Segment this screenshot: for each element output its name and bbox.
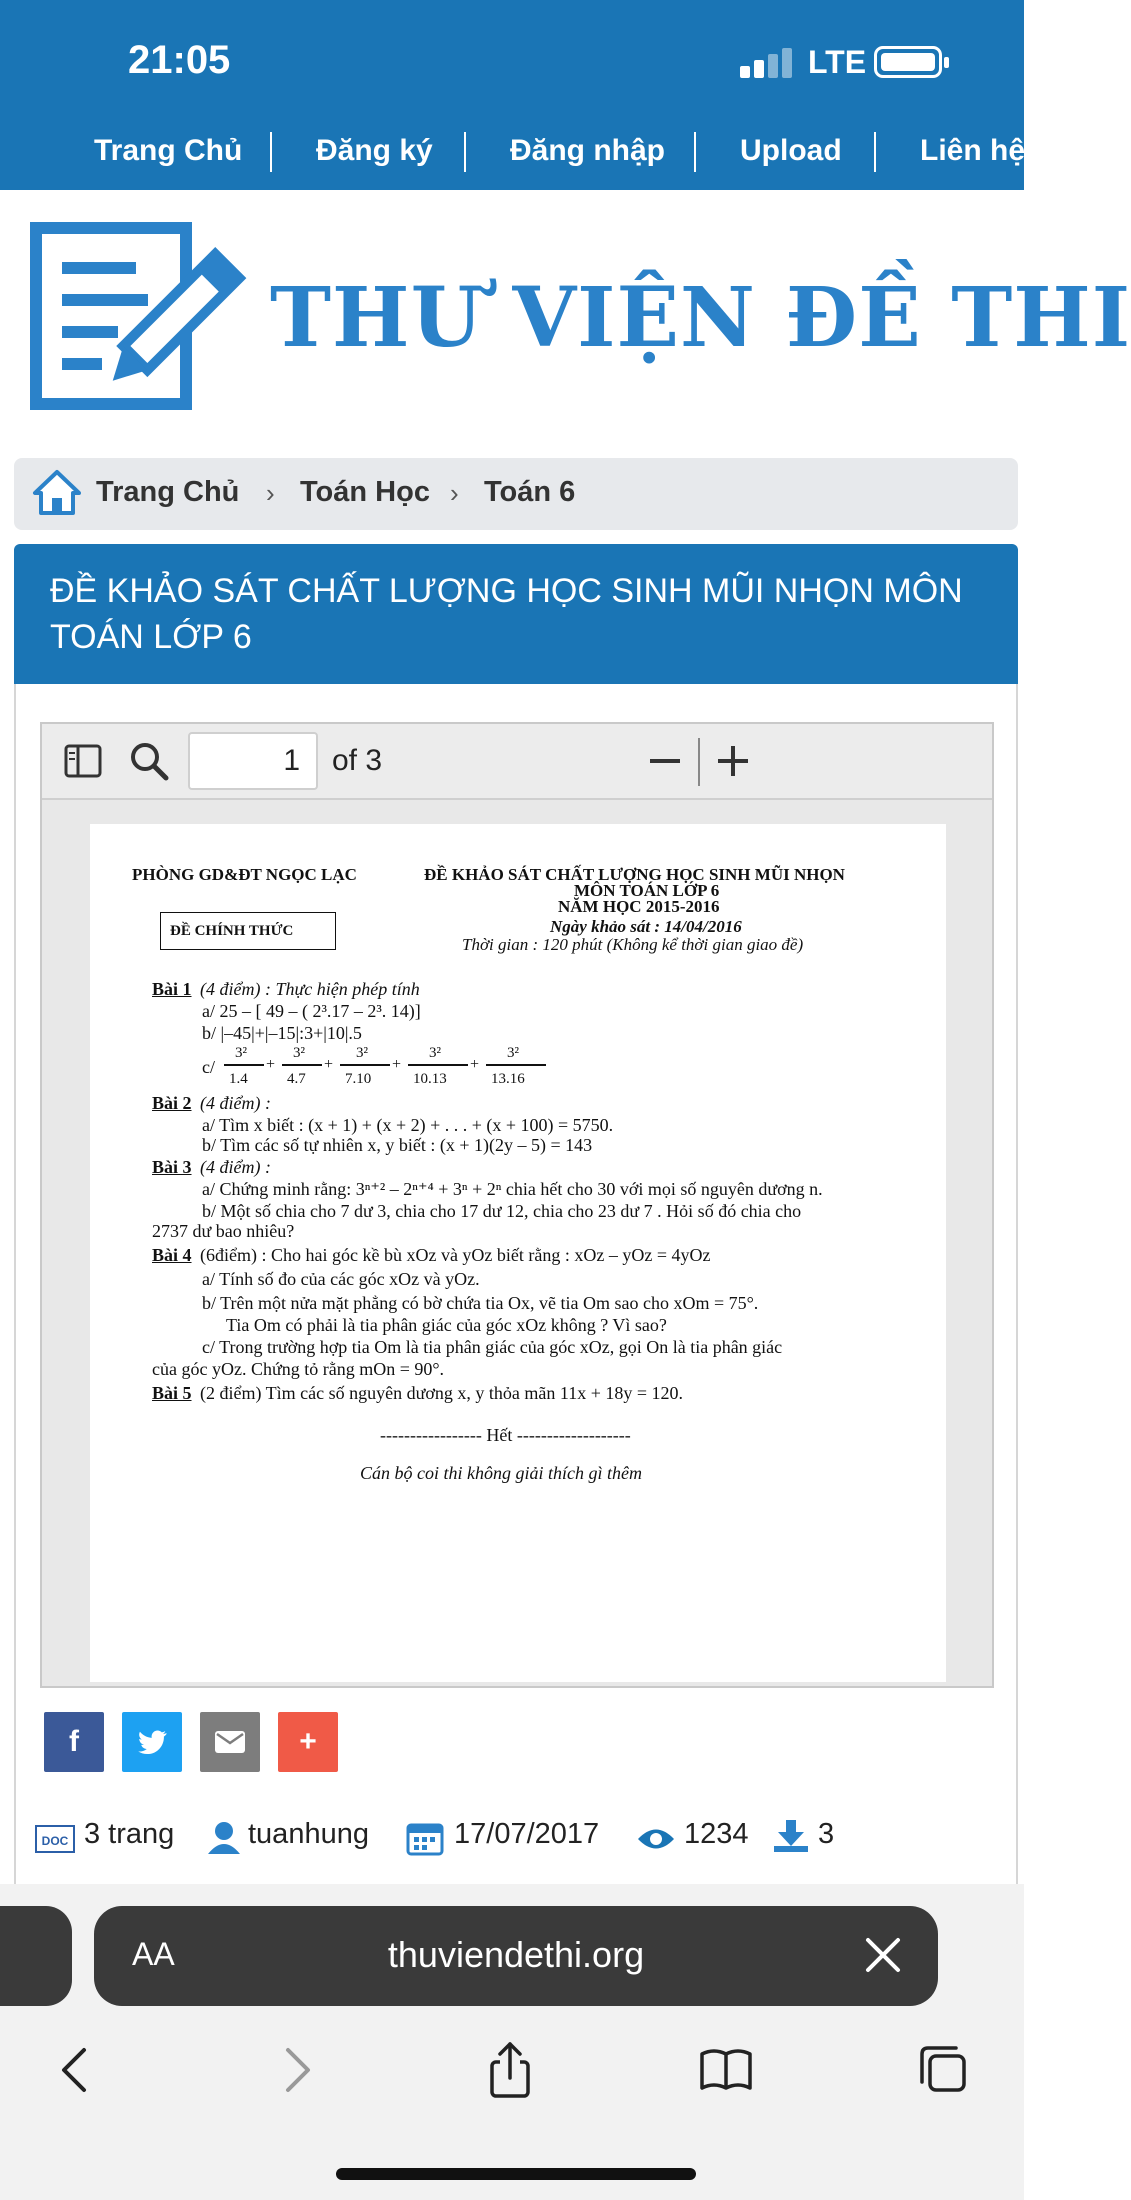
network-label: LTE [808, 44, 867, 80]
fraction-bar [340, 1064, 390, 1066]
nav-upload[interactable]: Upload [740, 134, 842, 167]
calendar-icon [406, 1820, 444, 1856]
nav-register[interactable]: Đăng ký [316, 134, 433, 167]
fraction-bar [224, 1064, 264, 1066]
end-marker: ----------------- Hết ------------------- [380, 1425, 631, 1445]
problem-5: (2 điểm) Tìm các số nguyên dương x, y thỏa mãn 11x + 18y = 120. [200, 1383, 684, 1403]
plus-sign: + [392, 1056, 402, 1073]
close-icon[interactable] [858, 1930, 908, 1980]
fraction-numerator: 3² [429, 1045, 441, 1061]
problem-4b-line1: b/ Trên một nửa mặt phẳng có bờ chứa tia Ox, vẽ tia Om sao cho xOm = 75°. [202, 1293, 759, 1313]
zoom-in-icon[interactable] [710, 738, 756, 784]
signal-icon [740, 48, 800, 78]
doc-badge: DOC [41, 1834, 69, 1848]
fraction-numerator: 3² [235, 1045, 247, 1061]
fraction-bar [486, 1064, 546, 1066]
eye-icon [636, 1826, 676, 1852]
problem-4a: a/ Tính số đo của các góc xOz và yOz. [202, 1269, 480, 1289]
more-share-button[interactable] [278, 1712, 338, 1772]
breadcrumb-math6[interactable]: Toán 6 [484, 476, 576, 508]
breadcrumb-math[interactable]: Toán Học [300, 476, 430, 508]
problem-3b-line2: 2737 dư bao nhiêu? [152, 1221, 295, 1241]
breadcrumb-home[interactable]: Trang Chủ [96, 476, 240, 508]
nav-divider [694, 132, 696, 172]
problem-3-header: (4 điểm) : [200, 1157, 271, 1177]
problem-2-label: Bài 2 [152, 1093, 192, 1113]
pdf-page [90, 824, 946, 1682]
home-indicator [336, 2168, 696, 2180]
twitter-share-button[interactable] [122, 1712, 182, 1772]
official-label: ĐỀ CHÍNH THỨC [170, 923, 294, 939]
nav-divider [874, 132, 876, 172]
battery-icon [874, 46, 942, 78]
download-icon [772, 1820, 810, 1854]
fraction-bar [282, 1064, 322, 1066]
fraction-denominator: 13.16 [491, 1071, 525, 1087]
twitter-icon [135, 1725, 169, 1759]
problem-4c-line1: c/ Trong trường hợp tia Om là tia phân giác của góc xOz, gọi On là tia phân giác [202, 1337, 783, 1357]
problem-5-label: Bài 5 [152, 1383, 192, 1403]
url-text[interactable]: thuviendethi.org [387, 1934, 645, 1975]
fraction-numerator: 3² [293, 1045, 305, 1061]
doc-file-icon [36, 1824, 74, 1854]
fraction-denominator: 10.13 [413, 1071, 447, 1087]
problem-3a: a/ Chứng minh rằng: 3ⁿ⁺² – 2ⁿ⁺⁴ + 3ⁿ + 2ⁿ chia hết cho 30 với mọi số nguyên dương n. [202, 1179, 823, 1199]
site-title[interactable]: THƯ VIỆN ĐỀ THI [270, 270, 1131, 366]
fraction-numerator: 3² [356, 1045, 368, 1061]
fraction-denominator: 1.4 [229, 1071, 248, 1087]
exam-heading: ĐỀ KHẢO SÁT CHẤT LƯỢNG HỌC SINH MŨI NHỌN [424, 865, 845, 884]
problem-1a: a/ 25 – [ 49 – ( 2³.17 – 2³. 14)] [202, 1001, 421, 1021]
problem-2-header: (4 điểm) : [200, 1093, 271, 1113]
nav-divider [270, 132, 272, 172]
problem-3b-line1: b/ Một số chia cho 7 dư 3, chia cho 17 dư 12, chia cho 23 dư 7 . Hỏi số đó chia cho [202, 1201, 802, 1221]
problem-2b: b/ Tìm các số tự nhiên x, y biết : (x + 1)(2y – 5) = 143 [202, 1135, 593, 1155]
plus-sign: + [266, 1056, 276, 1073]
document-title: ĐỀ KHẢO SÁT CHẤT LƯỢNG HỌC SINH MŨI NHỌN MÔN TOÁN LỚP 6 [50, 572, 963, 656]
fraction-denominator: 4.7 [287, 1071, 306, 1087]
page-count-meta: 3 trang [84, 1818, 175, 1850]
department: PHÒNG GD&ĐT NGỌC LẠC [132, 865, 357, 884]
exam-date: Ngày khảo sát : 14/04/2016 [550, 917, 742, 936]
zoom-divider [698, 738, 700, 786]
plus-sign: + [470, 1056, 480, 1073]
share-icon[interactable] [480, 2040, 540, 2100]
problem-4b-line2: Tia Om có phải là tia phân giác của góc xOz không ? Vì sao? [226, 1315, 667, 1335]
pdf-viewer [40, 722, 994, 1688]
problem-1-header: (4 điểm) : Thực hiện phép tính [200, 979, 420, 999]
page-number-input[interactable]: 1 [188, 732, 318, 790]
proctor-note: Cán bộ coi thi không giải thích gì thêm [360, 1463, 642, 1483]
back-icon[interactable] [46, 2040, 106, 2100]
fraction-numerator: 3² [507, 1045, 519, 1061]
email-icon [215, 1731, 245, 1753]
problem-1-label: Bài 1 [152, 979, 192, 999]
plus-icon: + [299, 1725, 317, 1758]
problem-3-label: Bài 3 [152, 1157, 192, 1177]
exam-time: Thời gian : 120 phút (Không kể thời gian giao đề) [462, 935, 804, 954]
nav-contact[interactable]: Liên hệ [920, 134, 1026, 167]
problem-2a: a/ Tìm x biết : (x + 1) + (x + 2) + . . . + (x + 100) = 5750. [202, 1115, 614, 1135]
page-count: of 3 [332, 744, 383, 777]
fraction-bar [408, 1064, 468, 1066]
forward-icon[interactable] [266, 2040, 326, 2100]
reader-options-button[interactable]: AA [132, 1936, 175, 1972]
year-heading: NĂM HỌC 2015-2016 [558, 897, 720, 916]
plus-sign: + [324, 1056, 334, 1073]
problem-1b: b/ |–45|+|–15|:3+|10|.5 [202, 1023, 362, 1043]
address-bar[interactable] [94, 1906, 938, 2006]
previous-tab-peek[interactable] [0, 1906, 72, 2006]
clock: 21:05 [128, 38, 231, 82]
problem-4-header: (6điểm) : Cho hai góc kề bù xOz và yOz biết rằng : xOz – yOz = 4yOz [200, 1245, 711, 1265]
user-icon [206, 1820, 242, 1856]
facebook-share-button[interactable] [44, 1712, 104, 1772]
nav-home[interactable]: Trang Chủ [94, 134, 243, 167]
problem-4-label: Bài 4 [152, 1245, 192, 1265]
nav-login[interactable]: Đăng nhập [510, 134, 665, 167]
subject-heading: MÔN TOÁN LỚP 6 [574, 881, 720, 900]
chevron-right-icon: › [450, 478, 459, 508]
email-share-button[interactable] [200, 1712, 260, 1772]
facebook-icon: f [69, 1725, 79, 1758]
chevron-right-icon: › [266, 478, 275, 508]
top-nav [0, 118, 1024, 190]
author-link[interactable]: tuanhung [248, 1818, 369, 1850]
document-pencil-icon[interactable] [30, 222, 260, 412]
problem-4c-line2: của góc yOz. Chứng tỏ rằng mOn = 90°. [152, 1359, 445, 1379]
status-bar [0, 0, 1024, 118]
zoom-out-icon[interactable] [642, 738, 688, 784]
view-count: 1234 [684, 1818, 749, 1850]
search-icon[interactable] [126, 738, 172, 784]
fraction-denominator: 7.10 [345, 1071, 372, 1087]
bookmarks-icon[interactable] [696, 2040, 756, 2100]
problem-1c-prefix: c/ [202, 1057, 215, 1077]
nav-divider [464, 132, 466, 172]
download-count: 3 [818, 1818, 835, 1850]
home-icon[interactable] [32, 468, 82, 518]
sidebar-toggle-icon[interactable] [60, 738, 106, 784]
document-header [14, 544, 1018, 684]
upload-date: 17/07/2017 [454, 1818, 600, 1850]
tabs-icon[interactable] [912, 2040, 972, 2100]
breadcrumb [14, 458, 1018, 530]
viewer-toolbar [42, 724, 992, 800]
